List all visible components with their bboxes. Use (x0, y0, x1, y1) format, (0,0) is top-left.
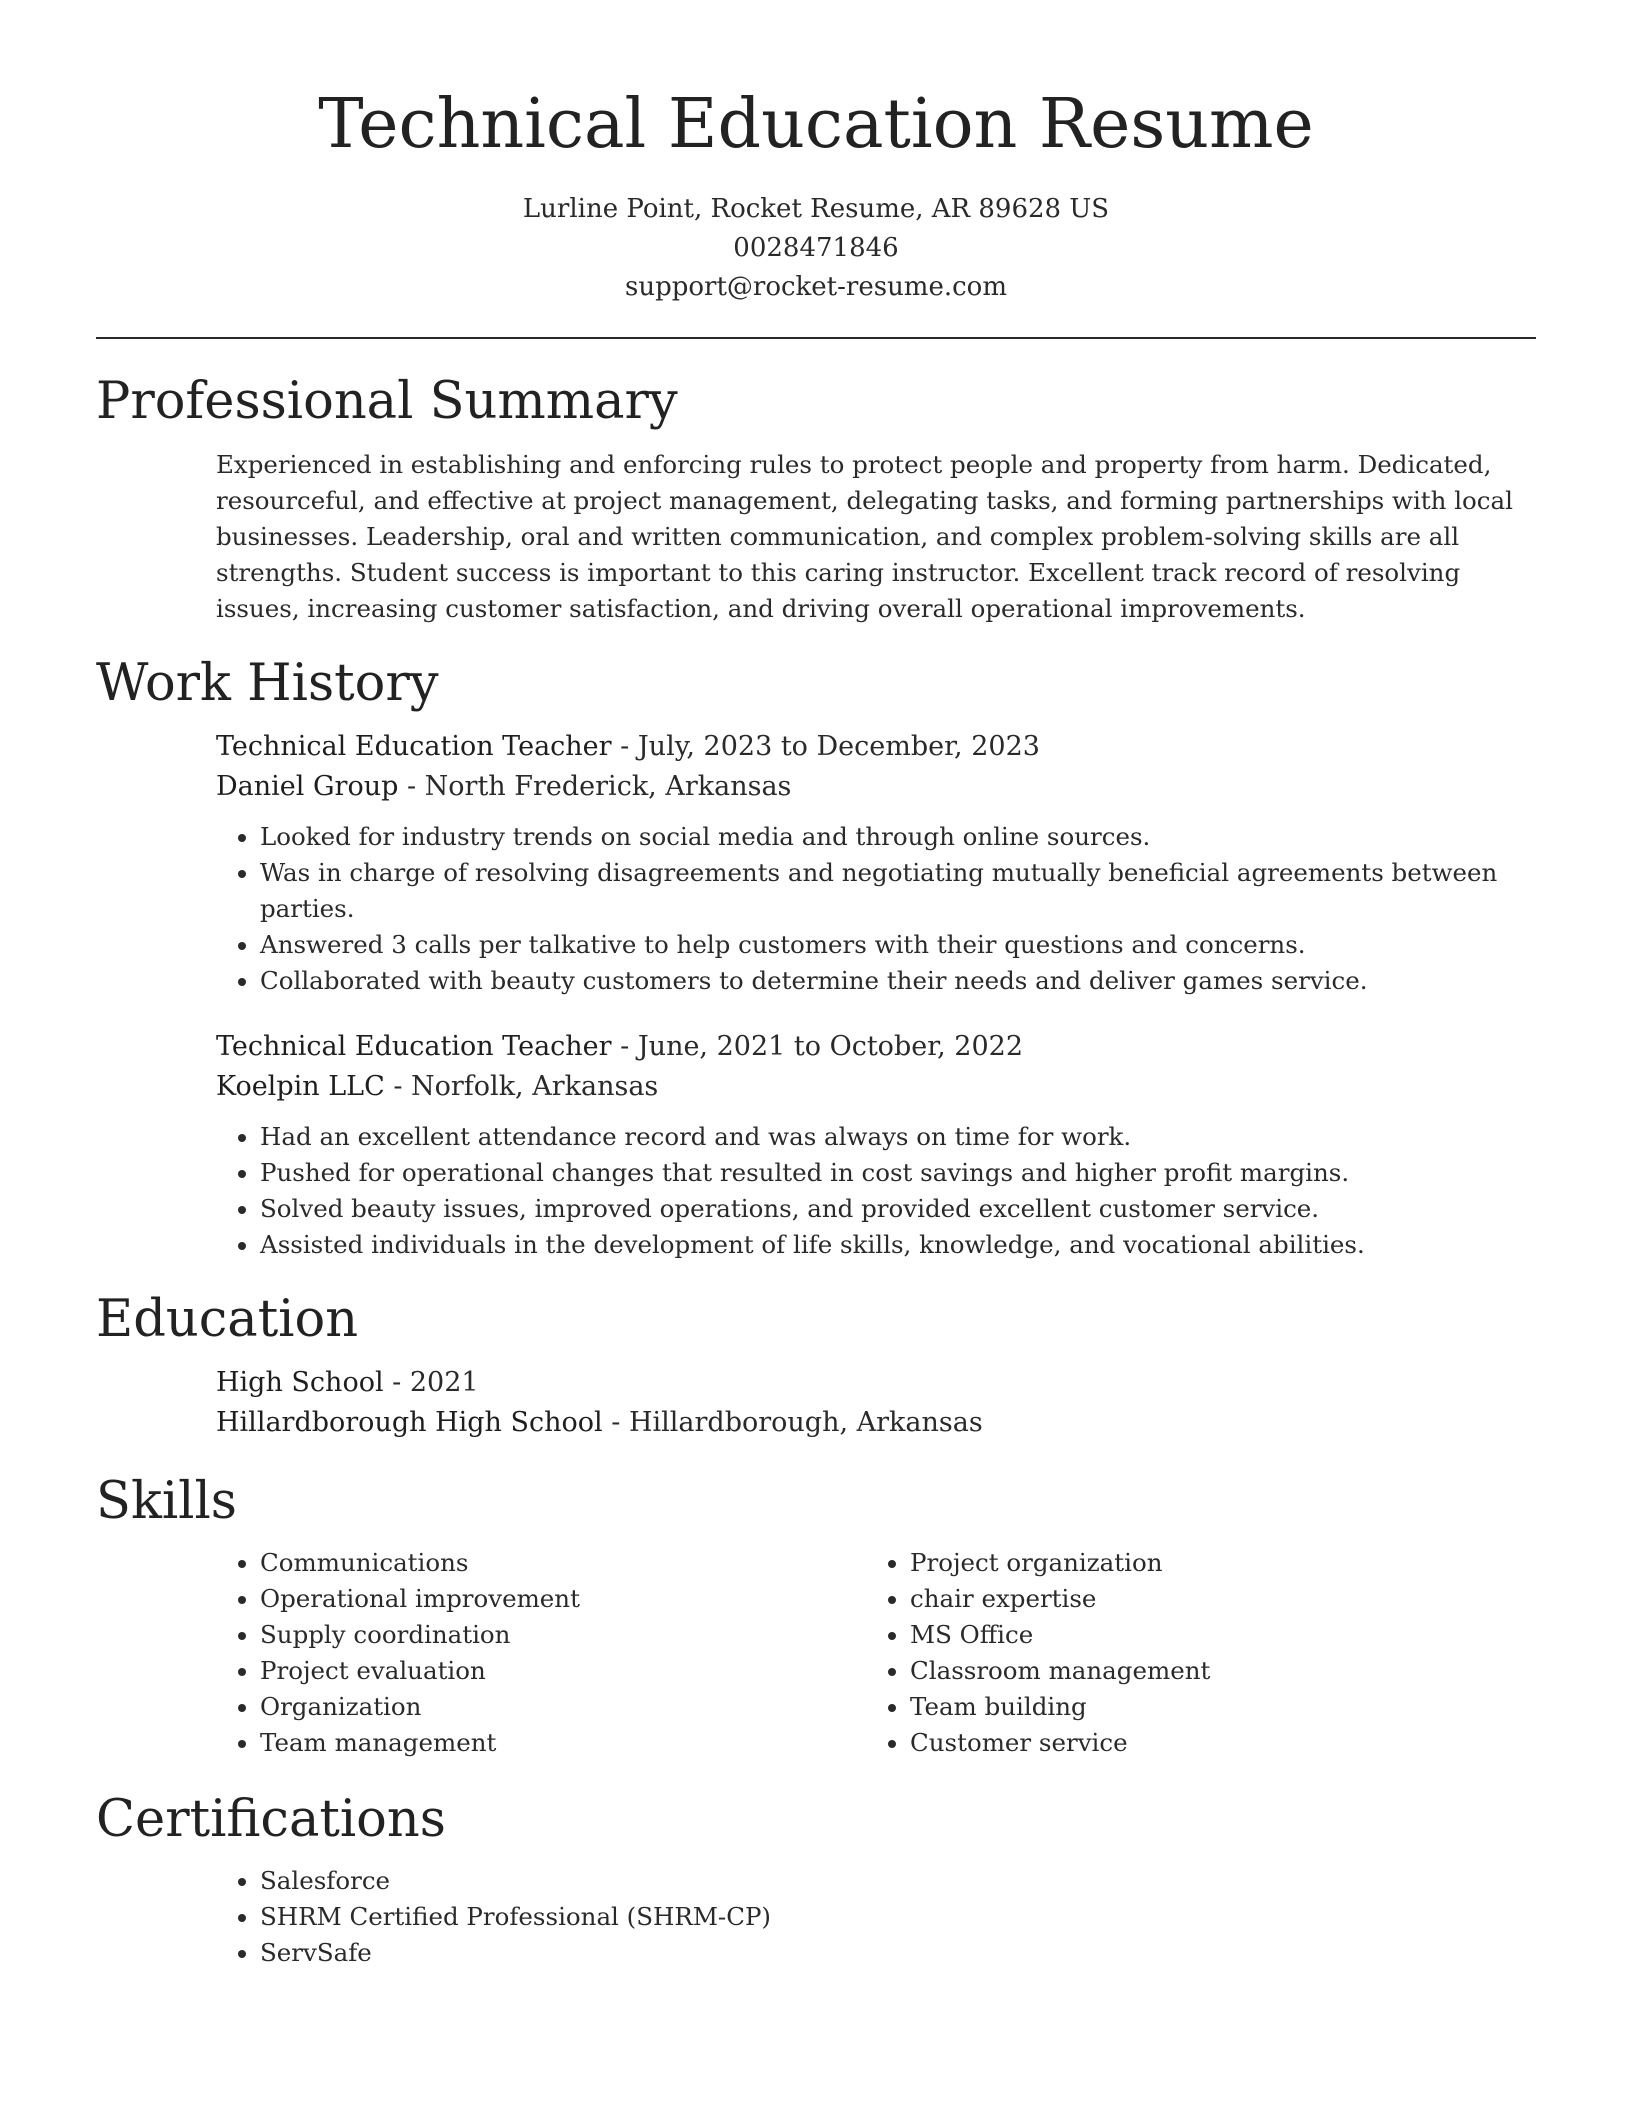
job-bullets (216, 1119, 1536, 1263)
certification-item: • Salesforce (260, 1863, 1536, 1899)
job-bullet: • Looked for industry trends on social media and through online sources. (260, 819, 1536, 855)
skill-item: • Communications (260, 1545, 866, 1581)
job-location: - North Frederick, Arkansas (398, 771, 792, 802)
education-school: Hillardborough High School (216, 1407, 603, 1438)
job-bullets (216, 819, 1536, 999)
job-company: Koelpin LLC (216, 1071, 385, 1102)
skills-heading: Skills (96, 1472, 237, 1531)
education-entry (216, 1363, 1536, 1443)
education-degree-line (216, 1363, 1536, 1403)
job-title-line (216, 727, 1536, 767)
skill-item: • chair expertise (910, 1581, 1516, 1617)
contact-block (96, 190, 1536, 307)
resume-title: Technical Education Resume (318, 85, 1314, 164)
job-dates: - June, 2021 to October, 2022 (611, 1031, 1024, 1062)
education-location: - Hillardborough, Arkansas (602, 1407, 983, 1438)
skill-item: • Project organization (910, 1545, 1516, 1581)
skill-item: • Team management (260, 1725, 866, 1761)
certifications-body (216, 1863, 1536, 1971)
contact-email: support@rocket-resume.com (624, 272, 1007, 302)
certifications-section (96, 1789, 1536, 1971)
resume-page (96, 0, 1536, 1971)
work-history-section (96, 653, 1536, 1263)
certifications-heading: Certifications (96, 1790, 446, 1849)
summary-heading: Professional Summary (96, 372, 678, 431)
job-location: - Norfolk, Arkansas (384, 1071, 659, 1102)
skill-item: • Operational improvement (260, 1581, 866, 1617)
job-title-line (216, 1027, 1536, 1067)
skills-columns (216, 1545, 1536, 1761)
contact-address: Lurline Point, Rocket Resume, AR 89628 US (522, 194, 1110, 224)
job-dates: - July, 2023 to December, 2023 (611, 731, 1040, 762)
job-company: Daniel Group (216, 771, 399, 802)
skill-item: • Team building (910, 1689, 1516, 1725)
job-entry (216, 1027, 1536, 1263)
job-bullet: • Assisted individuals in the development of life skills, knowledge, and vocational abilities. (260, 1227, 1536, 1263)
skills-section (96, 1471, 1536, 1761)
skills-list-right (866, 1545, 1516, 1761)
job-role: Technical Education Teacher (216, 731, 612, 762)
skill-item: • Customer service (910, 1725, 1516, 1761)
job-bullet: • Pushed for operational changes that resulted in cost savings and higher profit margins. (260, 1155, 1536, 1191)
contact-phone: 0028471846 (733, 233, 899, 263)
certification-item: • ServSafe (260, 1935, 1536, 1971)
resume-header (96, 0, 1536, 307)
education-heading: Education (96, 1290, 359, 1349)
skill-item: • Supply coordination (260, 1617, 866, 1653)
job-bullet: • Was in charge of resolving disagreements and negotiating mutually beneficial agreements between parties. (260, 855, 1536, 927)
job-entry (216, 727, 1536, 999)
certification-item: • SHRM Certified Professional (SHRM-CP) (260, 1899, 1536, 1935)
job-bullet: • Had an excellent attendance record and was always on time for work. (260, 1119, 1536, 1155)
skill-item: • Classroom management (910, 1653, 1516, 1689)
job-bullet: • Collaborated with beauty customers to determine their needs and deliver games service. (260, 963, 1536, 999)
summary-section (96, 371, 1536, 627)
skills-column-left (216, 1545, 866, 1761)
job-bullet: • Solved beauty issues, improved operations, and provided excellent customer service. (260, 1191, 1536, 1227)
work-history-heading: Work History (96, 654, 439, 713)
skill-item: • Project evaluation (260, 1653, 866, 1689)
job-company-line (216, 1067, 1536, 1107)
education-year: - 2021 (383, 1367, 479, 1398)
education-school-line (216, 1403, 1536, 1443)
job-bullet: • Answered 3 calls per talkative to help customers with their questions and concerns. (260, 927, 1536, 963)
job-company-line (216, 767, 1536, 807)
certifications-list (216, 1863, 1536, 1971)
education-degree: High School (216, 1367, 384, 1398)
job-role: Technical Education Teacher (216, 1031, 612, 1062)
skill-item: • MS Office (910, 1617, 1516, 1653)
summary-text: Experienced in establishing and enforcing rules to protect people and property from harm. Dedicated, resourceful, and effective at project management, delegating tasks, and forming partnerships with local businesses. Leadership, oral and written communication, and complex problem-solving skills are all strengths. Student success is important to this caring instructor. Excellent track record of resolving issues, increasing customer satisfaction, and driving overall operational improvements. (216, 450, 1513, 623)
header-divider (96, 337, 1536, 339)
skills-column-right (866, 1545, 1516, 1761)
education-section (96, 1289, 1536, 1443)
skills-list-left (216, 1545, 866, 1761)
skill-item: • Organization (260, 1689, 866, 1725)
